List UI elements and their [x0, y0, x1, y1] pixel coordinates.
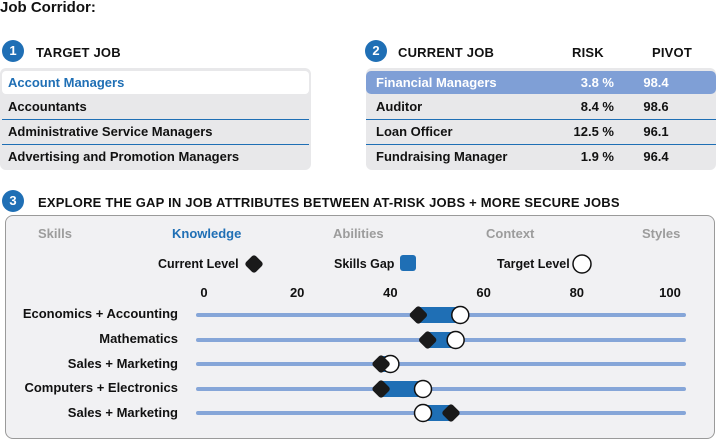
target-job-title: TARGET JOB	[36, 45, 121, 60]
pivot-value: 96.4	[643, 149, 669, 164]
x-tick-label: 40	[383, 285, 398, 300]
row-label: Mathematics	[99, 331, 178, 346]
tab-knowledge[interactable]: Knowledge	[172, 226, 242, 241]
target-level-marker	[415, 381, 432, 398]
current-job-name: Loan Officer	[376, 124, 453, 139]
current-job-name: Financial Managers	[376, 75, 497, 90]
x-tick-label: 20	[289, 285, 305, 300]
target-level-marker	[447, 332, 464, 349]
pivot-value: 96.1	[643, 124, 669, 139]
step-3-badge: 3	[2, 190, 24, 212]
tab-skills[interactable]: Skills	[38, 226, 72, 241]
page-title: Job Corridor:	[0, 0, 96, 16]
pivot-column-header: PIVOT	[652, 45, 693, 60]
x-tick-label: 0	[200, 285, 208, 300]
x-tick-label: 100	[659, 285, 681, 300]
target-level-marker	[452, 307, 469, 324]
target-job-label: Advertising and Promotion Managers	[8, 149, 240, 164]
risk-value: 8.4 %	[580, 99, 614, 114]
step-2-badge: 2	[365, 40, 387, 62]
target-job-label: Accountants	[8, 99, 87, 114]
risk-value: 1.9 %	[580, 149, 614, 164]
target-job-label: Administrative Service Managers	[8, 124, 213, 139]
legend-target-label: Target Level	[497, 257, 570, 271]
target-job-label: Account Managers	[8, 75, 125, 90]
x-tick-label: 60	[476, 285, 491, 300]
current-job-name: Auditor	[376, 99, 423, 114]
risk-value: 3.8 %	[580, 75, 614, 90]
tab-styles[interactable]: Styles	[642, 226, 681, 241]
tab-abilities[interactable]: Abilities	[333, 226, 384, 241]
risk-value: 12.5 %	[573, 124, 614, 139]
x-tick-label: 80	[569, 285, 585, 300]
row-label: Sales + Marketing	[67, 356, 178, 371]
risk-column-header: RISK	[572, 45, 604, 60]
step-1-badge: 1	[2, 40, 24, 62]
tab-context[interactable]: Context	[486, 226, 535, 241]
row-label: Sales + Marketing	[67, 405, 178, 420]
legend-gap-label: Skills Gap	[334, 257, 395, 271]
row-label: Economics + Accounting	[22, 306, 178, 321]
current-job-name: Fundraising Manager	[376, 149, 508, 164]
legend-current-label: Current Level	[158, 257, 239, 271]
row-label: Computers + Electronics	[24, 380, 178, 395]
gap-section-title: EXPLORE THE GAP IN JOB ATTRIBUTES BETWEEN AT-RISK JOBS + MORE SECURE JOBS	[38, 195, 620, 210]
target-level-marker	[415, 405, 432, 422]
current-job-title: CURRENT JOB	[398, 45, 495, 60]
pivot-value: 98.6	[643, 99, 669, 114]
pivot-value: 98.4	[643, 75, 669, 90]
